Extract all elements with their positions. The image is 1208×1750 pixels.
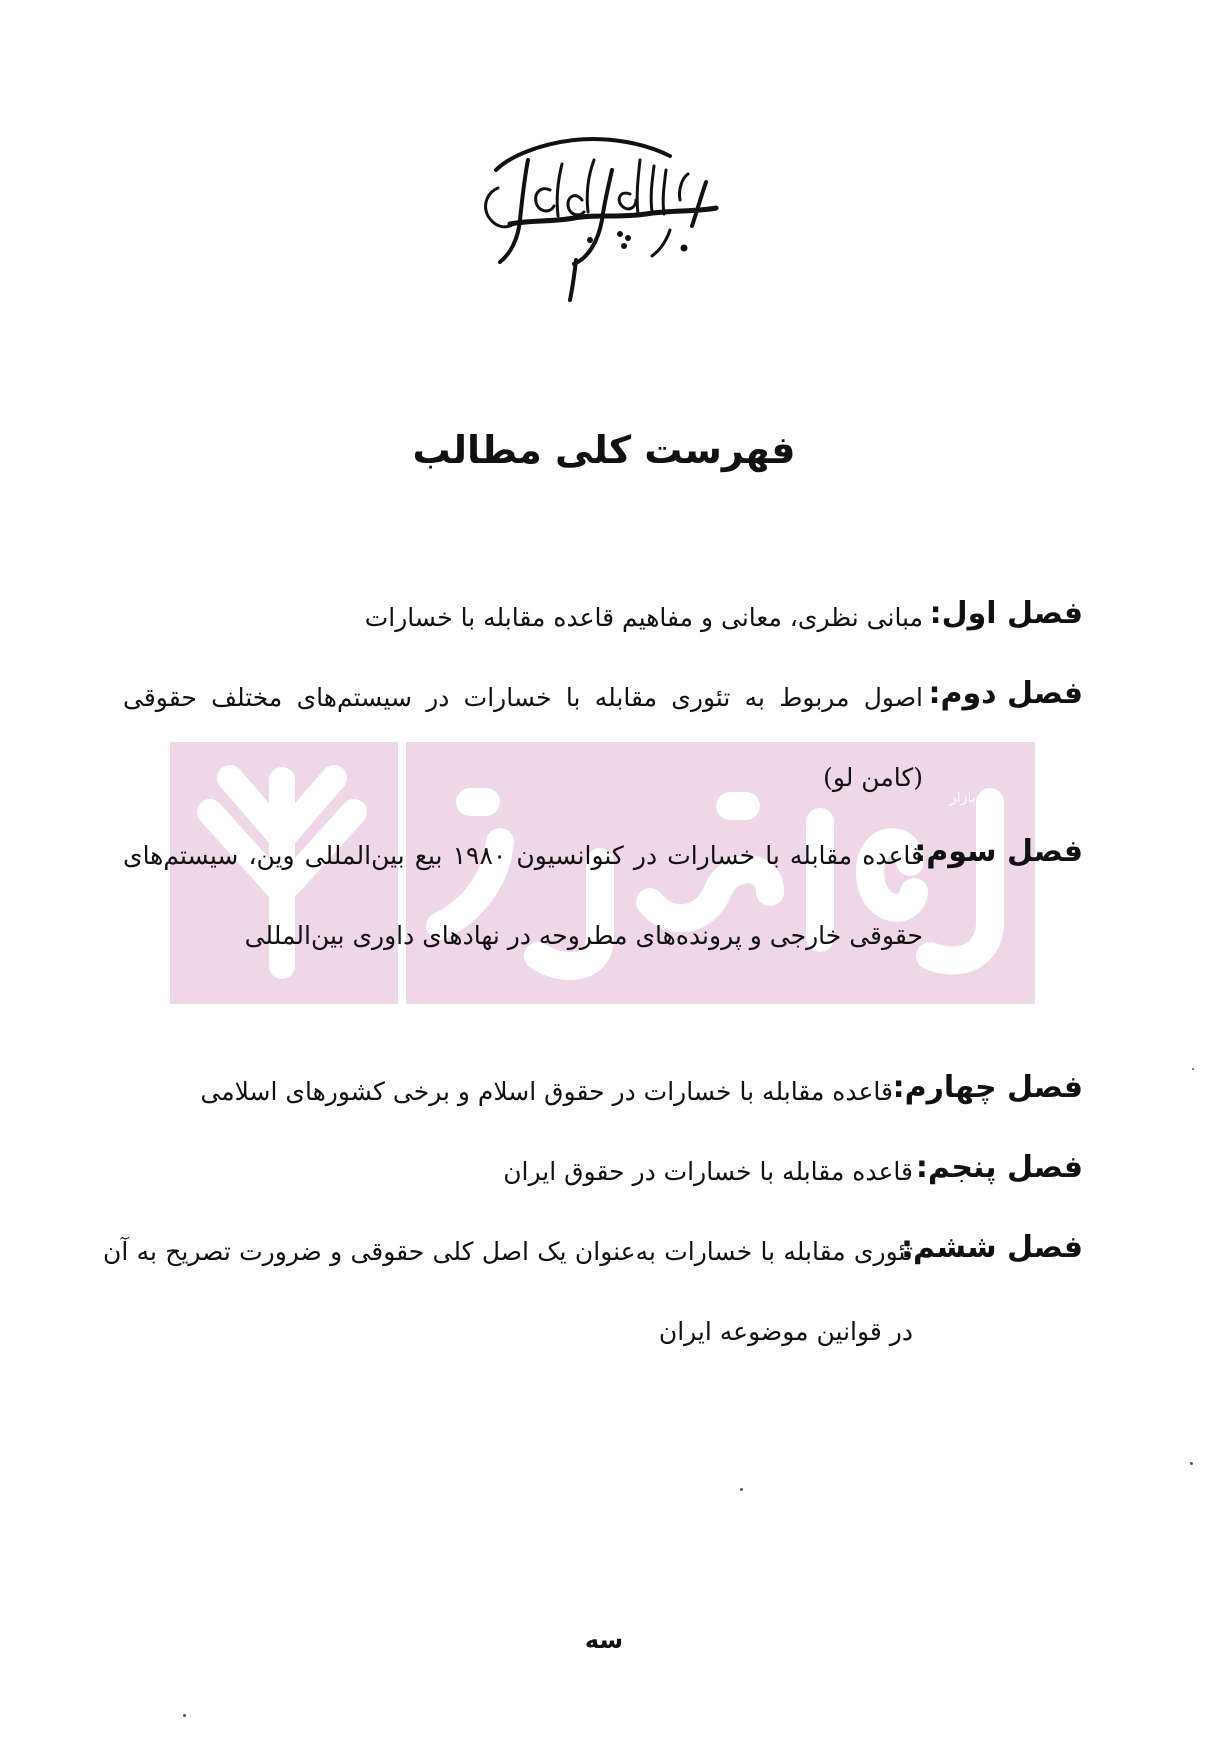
scan-speck — [183, 1714, 186, 1717]
entry-2-text: اصول مربوط به تئوری مقابله با خسارات در سیستم‌های مختلف حقوقی (کامن لو) — [123, 683, 923, 792]
scan-speck — [740, 1488, 743, 1491]
toc-entry-1[interactable] — [123, 588, 1083, 648]
scan-speck — [1190, 1462, 1193, 1465]
scan-speck — [1192, 1068, 1194, 1070]
entry-6-text: تئوری مقابله با خسارات به‌عنوان یک اصل کلی حقوقی و ضرورت تصریح به آن در قوانین موضوعه ایران — [103, 1237, 913, 1346]
entry-5-label: فصل پنجم: — [915, 1150, 1083, 1185]
entry-5-text: قاعده مقابله با خسارات در حقوق ایران — [503, 1157, 913, 1186]
entry-2-label: فصل دوم: — [928, 676, 1083, 711]
toc-entry-2[interactable] — [123, 668, 1083, 808]
entry-3-label: فصل سوم: — [914, 834, 1083, 869]
entry-4-text: قاعده مقابله با خسارات در حقوق اسلام و برخی کشورهای اسلامی — [200, 1077, 893, 1106]
toc-title: فهرست کلی مطالب — [412, 428, 796, 472]
entry-1-text: مبانی نظری، معانی و مفاهیم قاعده مقابله با خسارات — [364, 603, 923, 632]
basmala-calligraphy — [470, 130, 720, 305]
toc-entry-5[interactable] — [123, 1142, 1083, 1202]
entry-6-label: فصل ششم: — [901, 1230, 1083, 1265]
entry-4-label: فصل چهارم: — [892, 1070, 1083, 1105]
watermark-text: دادبازار — [950, 790, 992, 806]
entry-3-text: قاعده مقابله با خسارات در کنوانسیون ۱۹۸۰ بیع بین‌المللی وین، سیستم‌های حقوقی خارجی و پرونده‌های مطروحه در نهادهای داوری بین‌المللی — [123, 841, 923, 950]
page-number: سه — [584, 1626, 624, 1654]
toc-entry-3[interactable] — [123, 826, 1083, 1046]
toc-entry-6[interactable] — [103, 1222, 1083, 1362]
toc-entry-4[interactable] — [123, 1062, 1083, 1122]
entry-1-label: فصل اول: — [929, 596, 1083, 631]
